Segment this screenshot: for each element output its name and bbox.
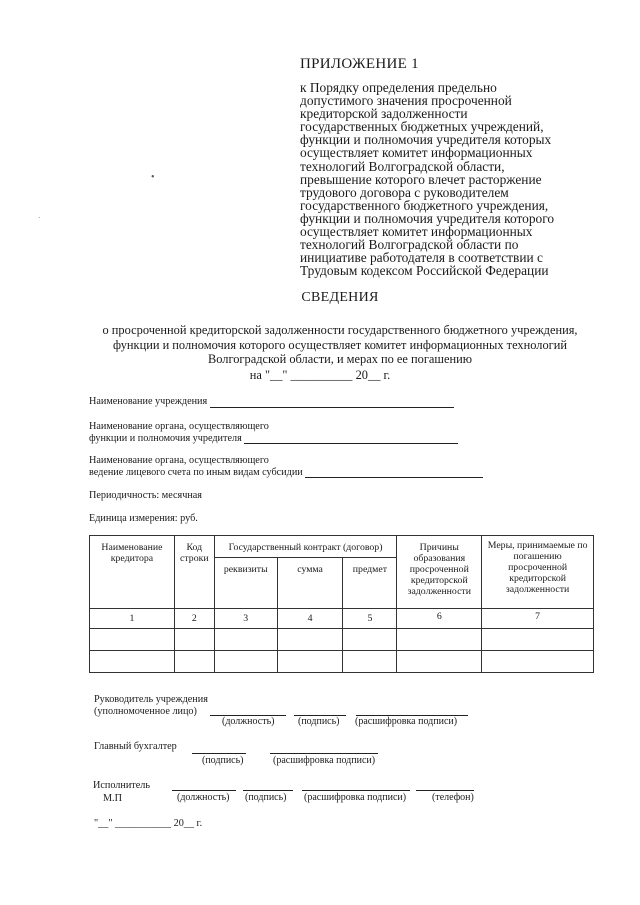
accountant-cap-decode: (расшифровка подписи) <box>273 755 376 766</box>
accountant-signature-line[interactable] <box>192 753 246 754</box>
header-contract: Государственный контракт (договор) <box>214 536 397 558</box>
table-cell[interactable] <box>174 651 214 673</box>
table-cell[interactable] <box>482 629 594 651</box>
head-label-line1: Руководитель учреждения <box>94 694 208 705</box>
appendix-line: государственных бюджетных учреждений, <box>300 119 544 135</box>
header-measures: Меры, принимаемые по погашению просроченной кредиторской задолженности <box>482 536 594 609</box>
appendix-line: осуществляет комитет информационных <box>300 145 533 161</box>
table-cell[interactable] <box>397 651 482 673</box>
column-number: 6 <box>397 609 482 629</box>
account-field <box>89 455 483 478</box>
table-cell[interactable] <box>90 651 175 673</box>
institution-label: Наименование учреждения <box>89 396 208 407</box>
executor-cap-phone: (телефон) <box>432 792 474 803</box>
appendix-line: технологий Волгоградской области по <box>300 237 519 253</box>
final-date: "__" ___________ 20__ г. <box>94 818 203 829</box>
executor-cap-decode: (расшифровка подписи) <box>304 792 407 803</box>
table-cell[interactable] <box>482 651 594 673</box>
table-cell[interactable] <box>214 629 277 651</box>
executor-label: Исполнитель <box>93 780 150 791</box>
appendix-line: превышение которого влечет расторжение <box>300 171 542 187</box>
subtitle-line: функции и полномочия которого осуществляет комитет информационных технологий <box>113 337 567 352</box>
table-cell[interactable] <box>277 651 343 673</box>
founder-label-line1: Наименование органа, осуществляющего <box>89 421 269 432</box>
stamp-place: М.П <box>103 793 122 804</box>
appendix-line: трудового договора с руководителем <box>300 184 509 200</box>
head-label-line2: (уполномоченное лицо) <box>94 705 197 717</box>
column-number: 3 <box>214 609 277 629</box>
subtitle-line: Волгоградской области, и мерах по ее погашению <box>207 352 472 366</box>
scan-speck: • <box>151 172 155 183</box>
document-subtitle <box>60 323 620 367</box>
appendix-line: к Порядку определения предельно <box>300 80 497 95</box>
column-number: 1 <box>90 609 175 629</box>
header-details: реквизиты <box>214 558 277 609</box>
appendix-line: технологий Волгоградской области, <box>300 158 505 174</box>
founder-field <box>89 421 458 444</box>
executor-signature-line[interactable] <box>243 790 293 791</box>
debt-table <box>89 535 594 673</box>
unit-of-measure: Единица измерения: руб. <box>89 513 198 524</box>
account-label-line1: Наименование органа, осуществляющего <box>89 455 269 466</box>
column-number: 5 <box>343 609 397 629</box>
executor-phone-line[interactable] <box>416 790 474 791</box>
table-cell[interactable] <box>343 629 397 651</box>
executor-position-line[interactable] <box>172 790 236 791</box>
subtitle-line: о просроченной кредиторской задолженности государственного бюджетного учреждения, <box>102 323 578 337</box>
head-cap-position: (должность) <box>222 716 275 727</box>
executor-cap-position: (должность) <box>177 792 230 803</box>
header-reasons: Причины образования просроченной кредиторской задолженности <box>397 536 482 609</box>
appendix-line: допустимого значения просроченной <box>300 93 512 109</box>
head-label <box>94 694 208 717</box>
column-number: 4 <box>277 609 343 629</box>
executor-cap-signature: (подпись) <box>245 792 287 803</box>
header-line-code: Код строки <box>174 536 214 609</box>
appendix-line: осуществляет комитет информационных <box>300 224 533 240</box>
appendix-line: Трудовым кодексом Российской Федерации <box>300 263 549 279</box>
appendix-text <box>300 81 600 277</box>
account-label-line2: ведение лицевого счета по иным видам субсидии <box>89 466 303 478</box>
table-cell[interactable] <box>343 651 397 673</box>
appendix-line: функции и полномочия учредителя которых <box>300 132 552 148</box>
accountant-decode-line[interactable] <box>270 753 378 754</box>
header-creditor: Наименование кредитора <box>90 536 175 609</box>
appendix-line: кредиторской задолженности <box>300 106 468 122</box>
appendix-line: инициативе работодателя в соответствии с <box>300 250 543 266</box>
table-cell[interactable] <box>90 629 175 651</box>
table-row <box>90 629 594 651</box>
appendix-line: государственного бюджетного учреждения, <box>300 197 549 213</box>
table-cell[interactable] <box>277 629 343 651</box>
table-row <box>90 651 594 673</box>
head-cap-decode: (расшифровка подписи) <box>355 716 458 727</box>
column-number: 7 <box>482 609 594 629</box>
accountant-label: Главный бухгалтер <box>94 741 177 752</box>
institution-blank[interactable] <box>210 398 454 408</box>
document-heading: СВЕДЕНИЯ <box>301 290 379 305</box>
accountant-cap-signature: (подпись) <box>202 755 244 766</box>
head-cap-signature: (подпись) <box>298 716 340 727</box>
header-amount: сумма <box>277 558 343 609</box>
periodicity: Периодичность: месячная <box>89 490 202 501</box>
appendix-line: функции и полномочия учредителя которого <box>300 210 555 226</box>
table-cell[interactable] <box>174 629 214 651</box>
institution-field <box>89 396 454 408</box>
report-date: на "__" __________ 20__ г. <box>249 368 391 382</box>
table-cell[interactable] <box>397 629 482 651</box>
appendix-title: ПРИЛОЖЕНИЕ 1 <box>300 56 419 72</box>
table-cell[interactable] <box>214 651 277 673</box>
header-subject: предмет <box>343 558 397 609</box>
executor-decode-line[interactable] <box>302 790 410 791</box>
founder-label-line2: функции и полномочия учредителя <box>89 432 242 444</box>
founder-blank[interactable] <box>244 434 458 444</box>
scan-speck: · <box>38 214 41 222</box>
account-blank[interactable] <box>305 468 483 478</box>
column-number: 2 <box>174 609 214 629</box>
